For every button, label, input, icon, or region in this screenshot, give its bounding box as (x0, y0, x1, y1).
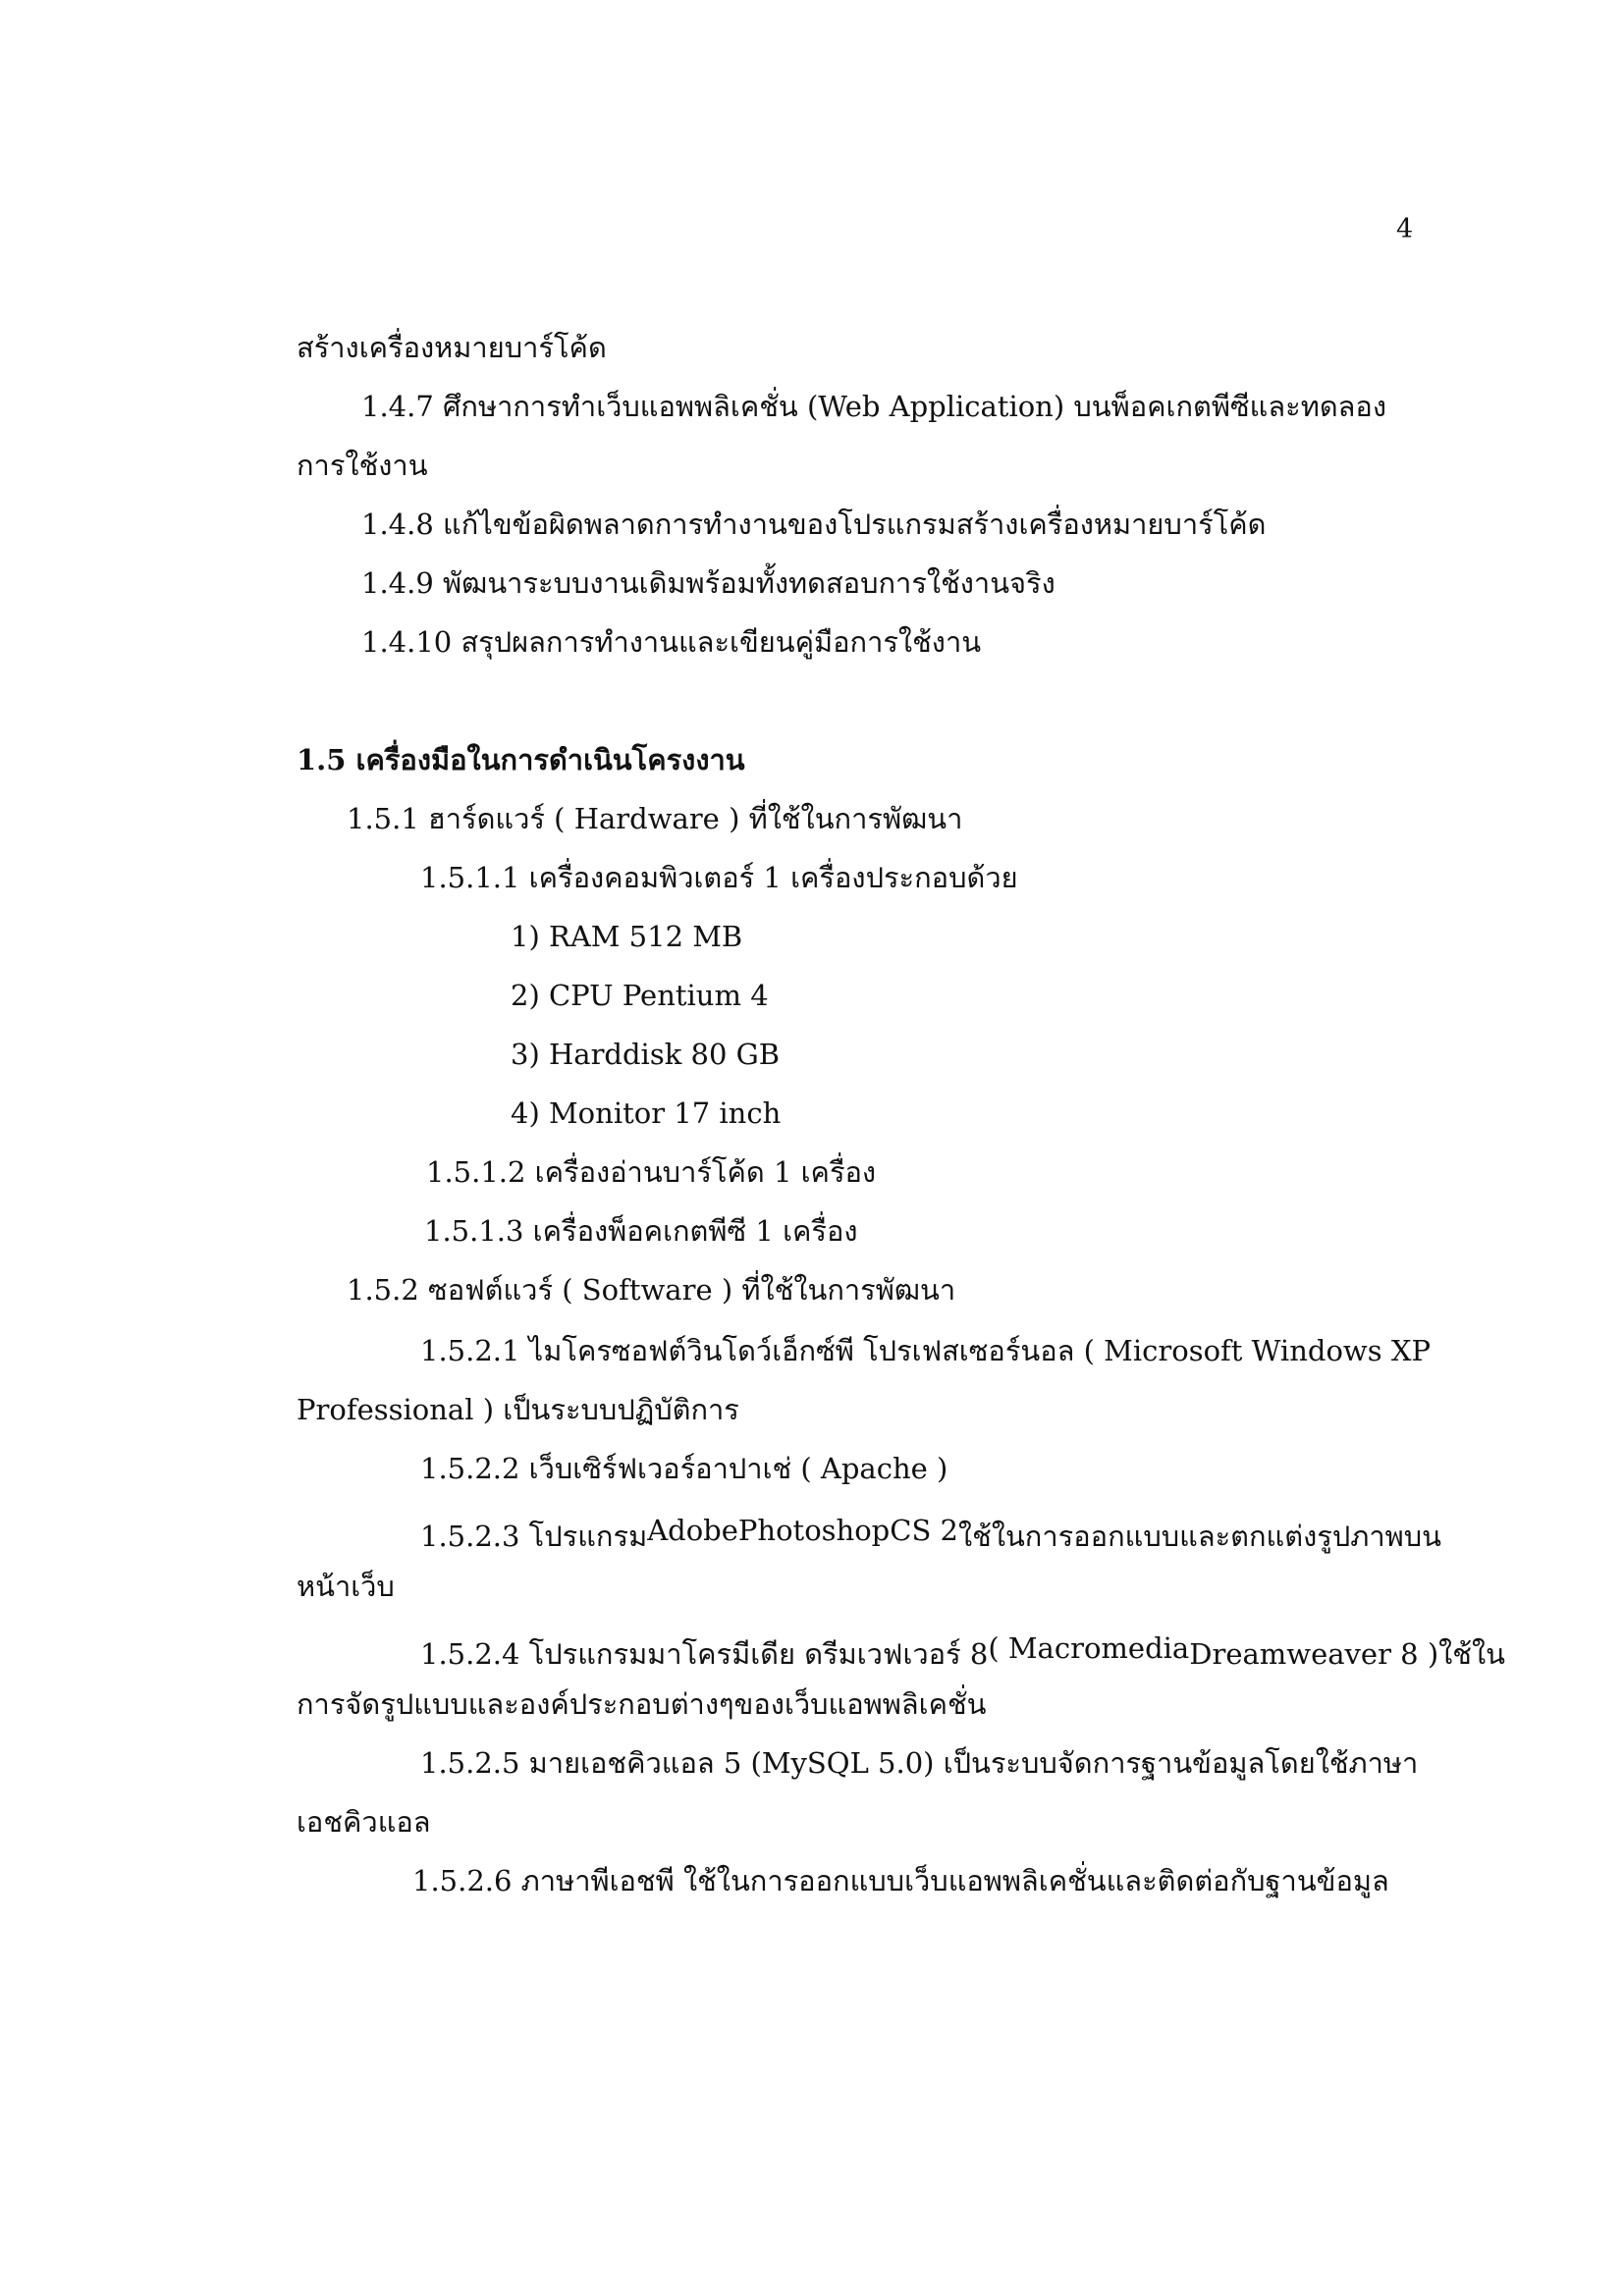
item-1-5-2-2: 1.5.2.2 เว็บเซิร์ฟเวอร์อาปาเช่ ( Apache ) (420, 1452, 948, 1485)
item-1-5-1: 1.5.1 ฮาร์ดแวร์ ( Hardware ) ที่ใช้ในการพัฒนา (347, 802, 963, 835)
list-item: 3) Harddisk 80 GB (511, 1038, 781, 1071)
item-1-5-1-3: 1.5.1.3 เครื่องพ็อคเกตพีซี 1 เครื่อง (424, 1214, 858, 1248)
text-segment: Photoshop (737, 1514, 891, 1547)
text-line: การใช้งาน (297, 449, 428, 482)
item-1-5-2: 1.5.2 ซอฟต์แวร์ ( Software ) ที่ใช้ในการพัฒนา (347, 1273, 956, 1307)
item-1-5-2-3 (420, 1514, 1441, 1559)
text-line: เอชคิวแอล (297, 1805, 431, 1839)
text-segment: CS 2 (890, 1514, 958, 1547)
text-segment: ( Macromedia (988, 1631, 1190, 1665)
text-line: การจัดรูปแบบและองค์ประกอบต่างๆของเว็บแอพพลิเคชั่น (297, 1687, 987, 1721)
item-1-5-2-4 (420, 1631, 1505, 1677)
item-1-5-2-5: 1.5.2.5 มายเอชคิวแอล 5 (MySQL 5.0) เป็นระบบจัดการฐานข้อมูลโดยใช้ภาษา (420, 1746, 1419, 1780)
item-1-4-7: 1.4.7 ศึกษาการทำเว็บแอพพลิเคชั่น (Web Application) บนพ็อคเกตพีซีและทดลอง (361, 390, 1386, 423)
section-heading-1-5: 1.5 เครื่องมือในการดำเนินโครงงาน (297, 743, 745, 776)
text-line: Professional ) เป็นระบบปฏิบัติการ (297, 1393, 739, 1426)
list-item: 4) Monitor 17 inch (511, 1096, 782, 1130)
page-number: 4 (1396, 214, 1414, 244)
text-line: สร้างเครื่องหมายบาร์โค้ด (297, 331, 607, 364)
item-1-5-2-6: 1.5.2.6 ภาษาพีเอชพี ใช้ในการออกแบบเว็บแอพพลิเคชั่นและติดต่อกับฐานข้อมูล (412, 1864, 1389, 1897)
text-segment: ใช้ในการออกแบบและตกแต่งรูปภาพบน (957, 1520, 1441, 1553)
text-segment: Adobe (647, 1514, 738, 1547)
text-segment: Dreamweaver 8 )ใช้ใน (1189, 1637, 1505, 1671)
item-1-5-1-1: 1.5.1.1 เครื่องคอมพิวเตอร์ 1 เครื่องประกอบด้วย (420, 861, 1018, 894)
item-1-5-2-1: 1.5.2.1 ไมโครซอฟต์วินโดว์เอ็กซ์พี โปรเฟสเซอร์นอล ( Microsoft Windows XP (420, 1334, 1431, 1367)
text-segment: 1.5.2.3 โปรแกรม (420, 1520, 648, 1553)
text-segment: 1.5.2.4 โปรแกรมมาโครมีเดีย ดรีมเวฟเวอร์ 8 (420, 1637, 989, 1671)
list-item: 1) RAM 512 MB (511, 920, 743, 953)
item-1-4-9: 1.4.9 พัฒนาระบบงานเดิมพร้อมทั้งทดสอบการใช้งานจริง (361, 566, 1056, 600)
list-item: 2) CPU Pentium 4 (511, 979, 769, 1012)
item-1-5-1-2: 1.5.1.2 เครื่องอ่านบาร์โค้ด 1 เครื่อง (426, 1155, 877, 1189)
text-line: หน้าเว็บ (297, 1570, 395, 1603)
item-1-4-8: 1.4.8 แก้ไขข้อผิดพลาดการทำงานของโปรแกรมสร้างเครื่องหมายบาร์โค้ด (361, 507, 1267, 541)
item-1-4-10: 1.4.10 สรุปผลการทำงานและเขียนคู่มือการใช้งาน (361, 625, 982, 659)
